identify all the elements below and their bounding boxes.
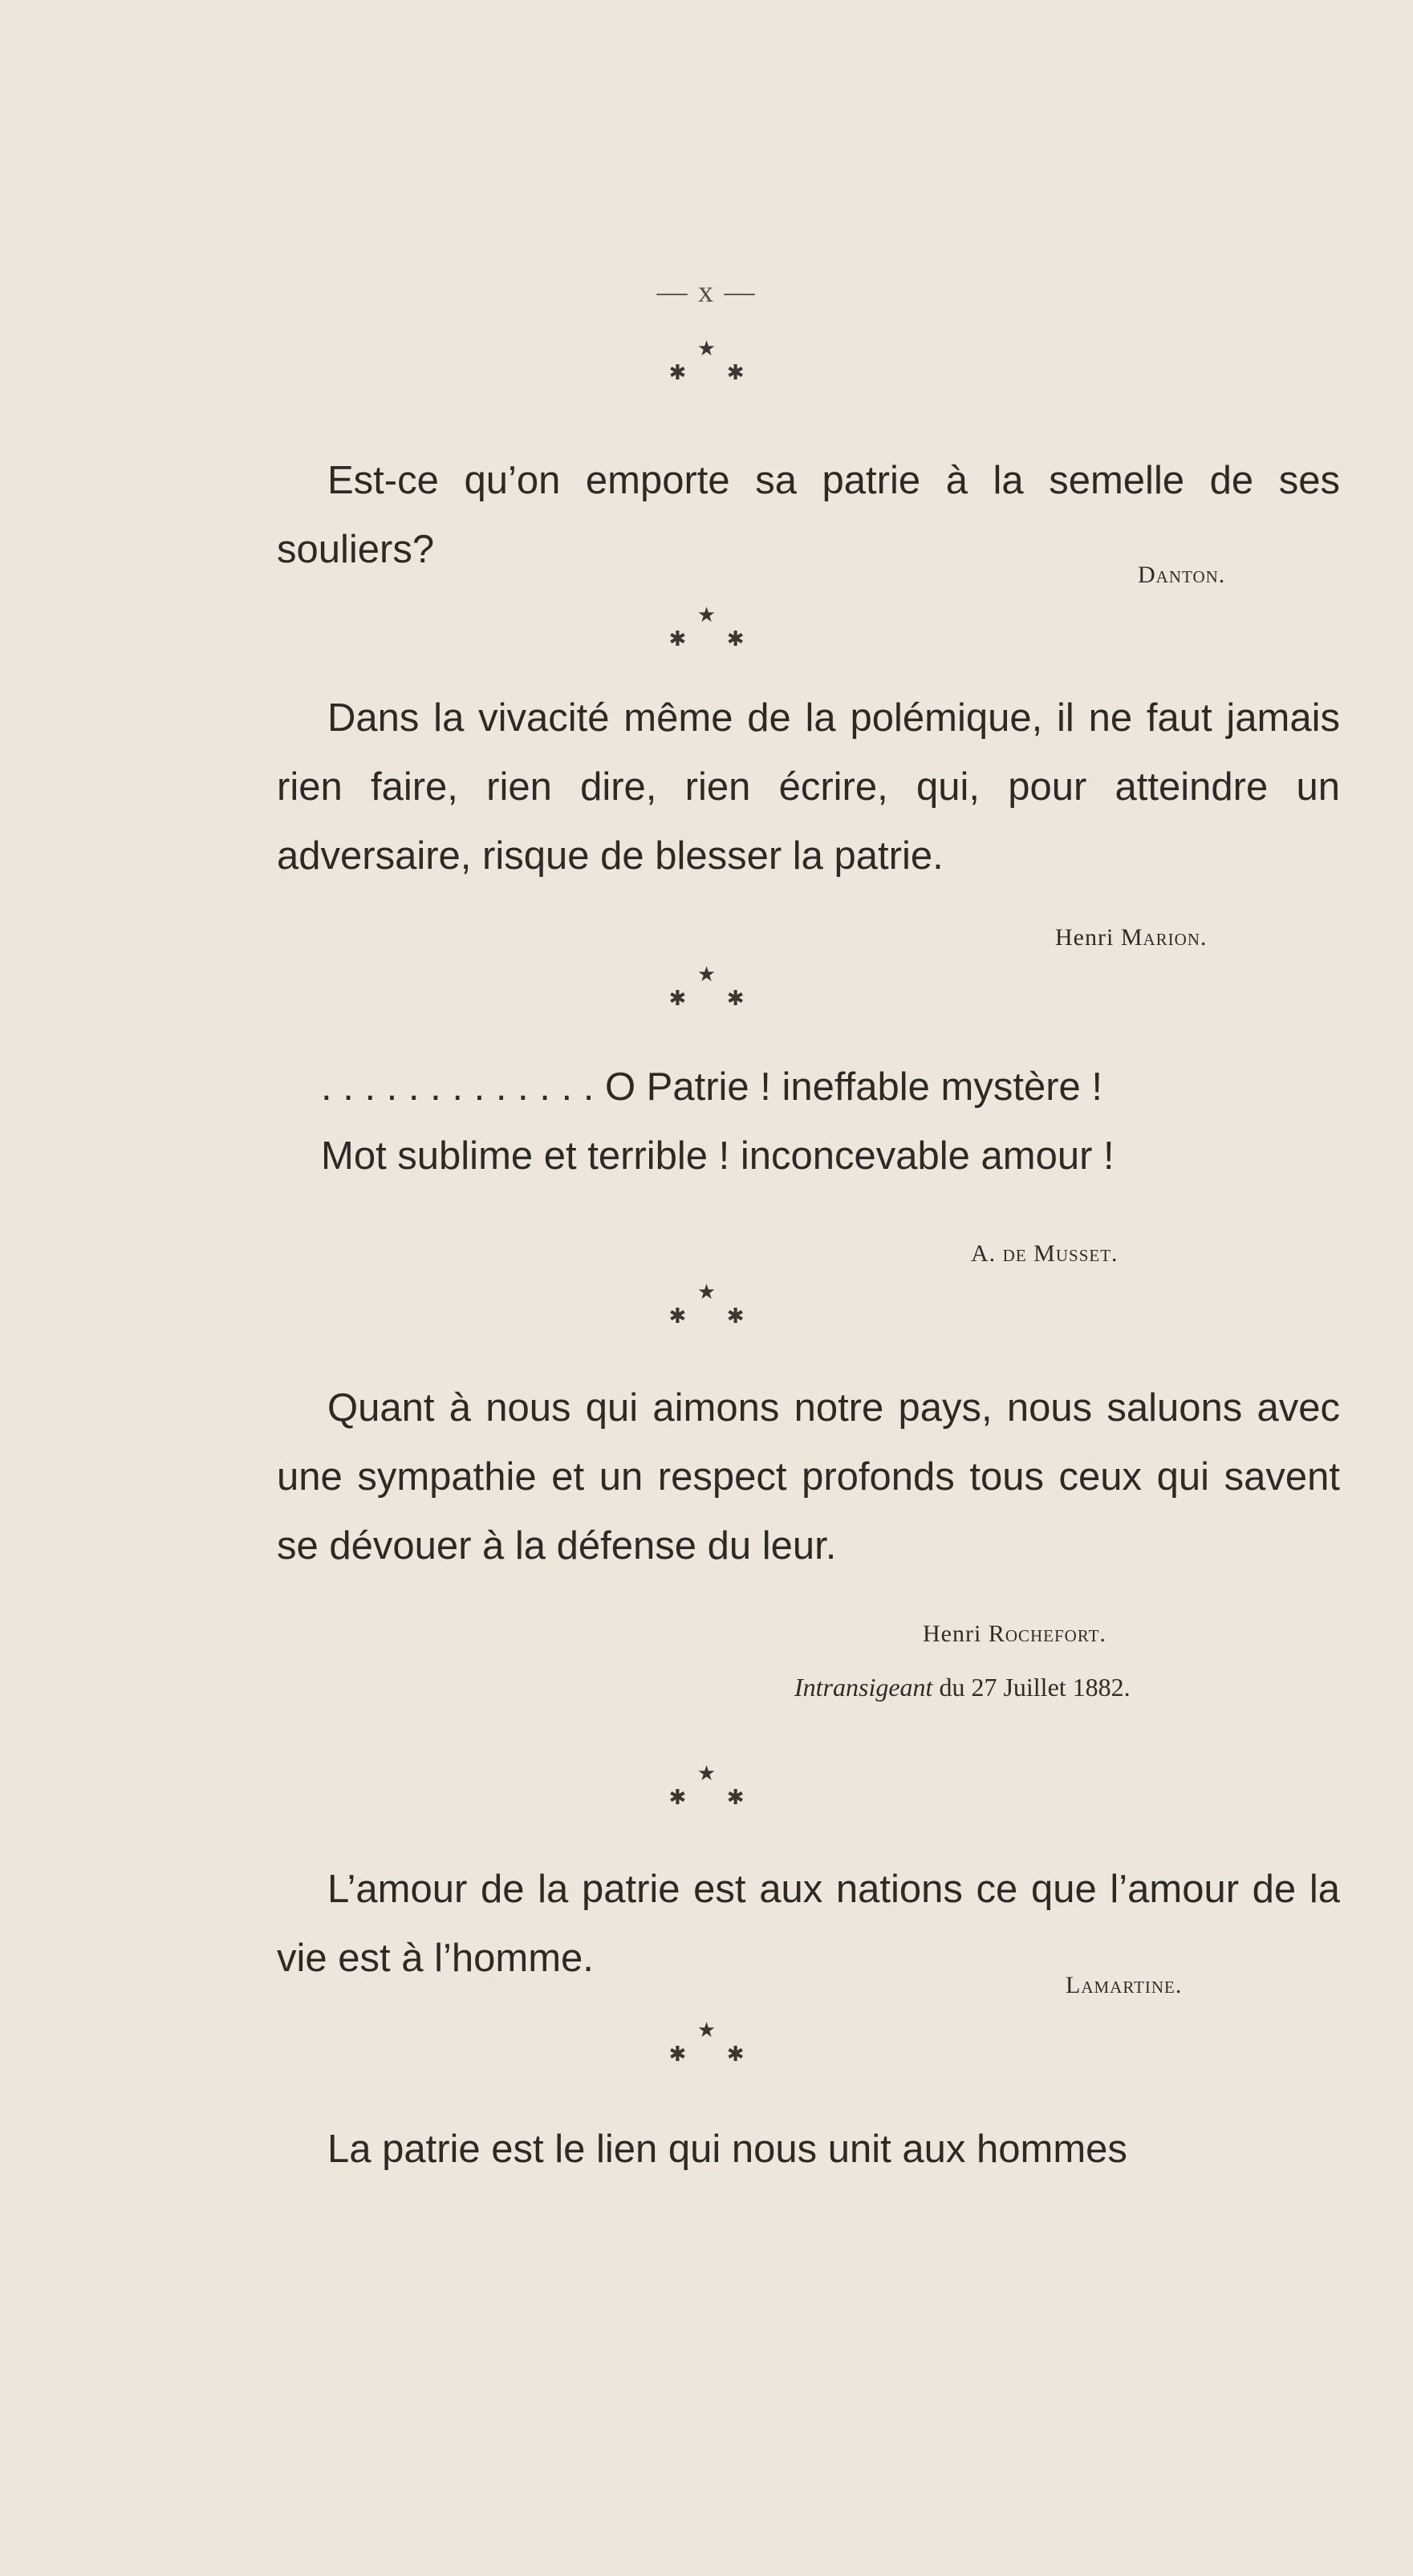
quote-lamartine: L’amour de la patrie est aux nations ce que l’amour de la vie est à l’homme. xyxy=(277,1868,1340,1980)
star-icon: ★ xyxy=(696,1762,717,1785)
source-title: Intransigeant xyxy=(794,1673,933,1702)
asterism-divider xyxy=(0,963,1413,1027)
author-last-name: Marion. xyxy=(1120,924,1208,951)
source-citation xyxy=(794,1673,1131,1702)
quote-musset-line2: Mot sublime et terrible ! inconcevable amour ! xyxy=(321,1134,1115,1178)
star-icon: ★ xyxy=(696,337,717,360)
star-pair-icon: ✱ ✱ xyxy=(668,987,762,1010)
author-last-name: Rochefort. xyxy=(988,1621,1106,1647)
star-icon: ★ xyxy=(696,1280,717,1304)
author-lamartine: Lamartine. xyxy=(1066,1972,1183,1998)
quote-marion: Dans la vivacité même de la polémique, il ne faut jamais rien faire, rien dire, rien écrire, qui, pour atteindre un adversaire, risque de blesser la patrie. xyxy=(277,696,1340,878)
asterism-divider xyxy=(0,337,1413,401)
author-musset xyxy=(971,1240,1119,1268)
asterism-divider xyxy=(0,2018,1413,2083)
quote-danton: Est-ce qu’on emporte sa patrie à la semelle de ses souliers? xyxy=(277,459,1340,571)
star-pair-icon: ✱ ✱ xyxy=(668,627,762,651)
page-number: — x — xyxy=(656,275,757,309)
source-date: du 27 Juillet 1882. xyxy=(939,1673,1131,1702)
author-last-name: Musset. xyxy=(1033,1240,1119,1267)
asterism-divider xyxy=(0,1762,1413,1826)
author-first-name: A. de xyxy=(971,1240,1027,1267)
quote-patrie-lien: La patrie est le lien qui nous unit aux hommes xyxy=(327,2128,1127,2171)
author-danton: Danton. xyxy=(1138,562,1226,588)
star-icon: ★ xyxy=(696,963,717,986)
author-marion xyxy=(1055,924,1207,951)
author-rochefort xyxy=(923,1621,1106,1648)
star-icon: ★ xyxy=(696,2018,717,2042)
quote-rochefort: Quant à nous qui aimons notre pays, nous saluons avec une sympathie et un respect profonds tous ceux qui savent se dévouer à la défense du leur. xyxy=(277,1386,1340,1568)
asterism-divider xyxy=(0,603,1413,667)
star-pair-icon: ✱ ✱ xyxy=(668,361,762,384)
author-first-name: Henri xyxy=(1055,924,1115,951)
star-pair-icon: ✱ ✱ xyxy=(668,2043,762,2066)
star-pair-icon: ✱ ✱ xyxy=(668,1786,762,1809)
author-first-name: Henri xyxy=(923,1621,982,1647)
star-icon: ★ xyxy=(696,603,717,627)
star-pair-icon: ✱ ✱ xyxy=(668,1304,762,1328)
asterism-divider xyxy=(0,1280,1413,1345)
quote-musset-line1: . . . . . . . . . . . . . O Patrie ! ineffable mystère ! xyxy=(321,1065,1102,1109)
